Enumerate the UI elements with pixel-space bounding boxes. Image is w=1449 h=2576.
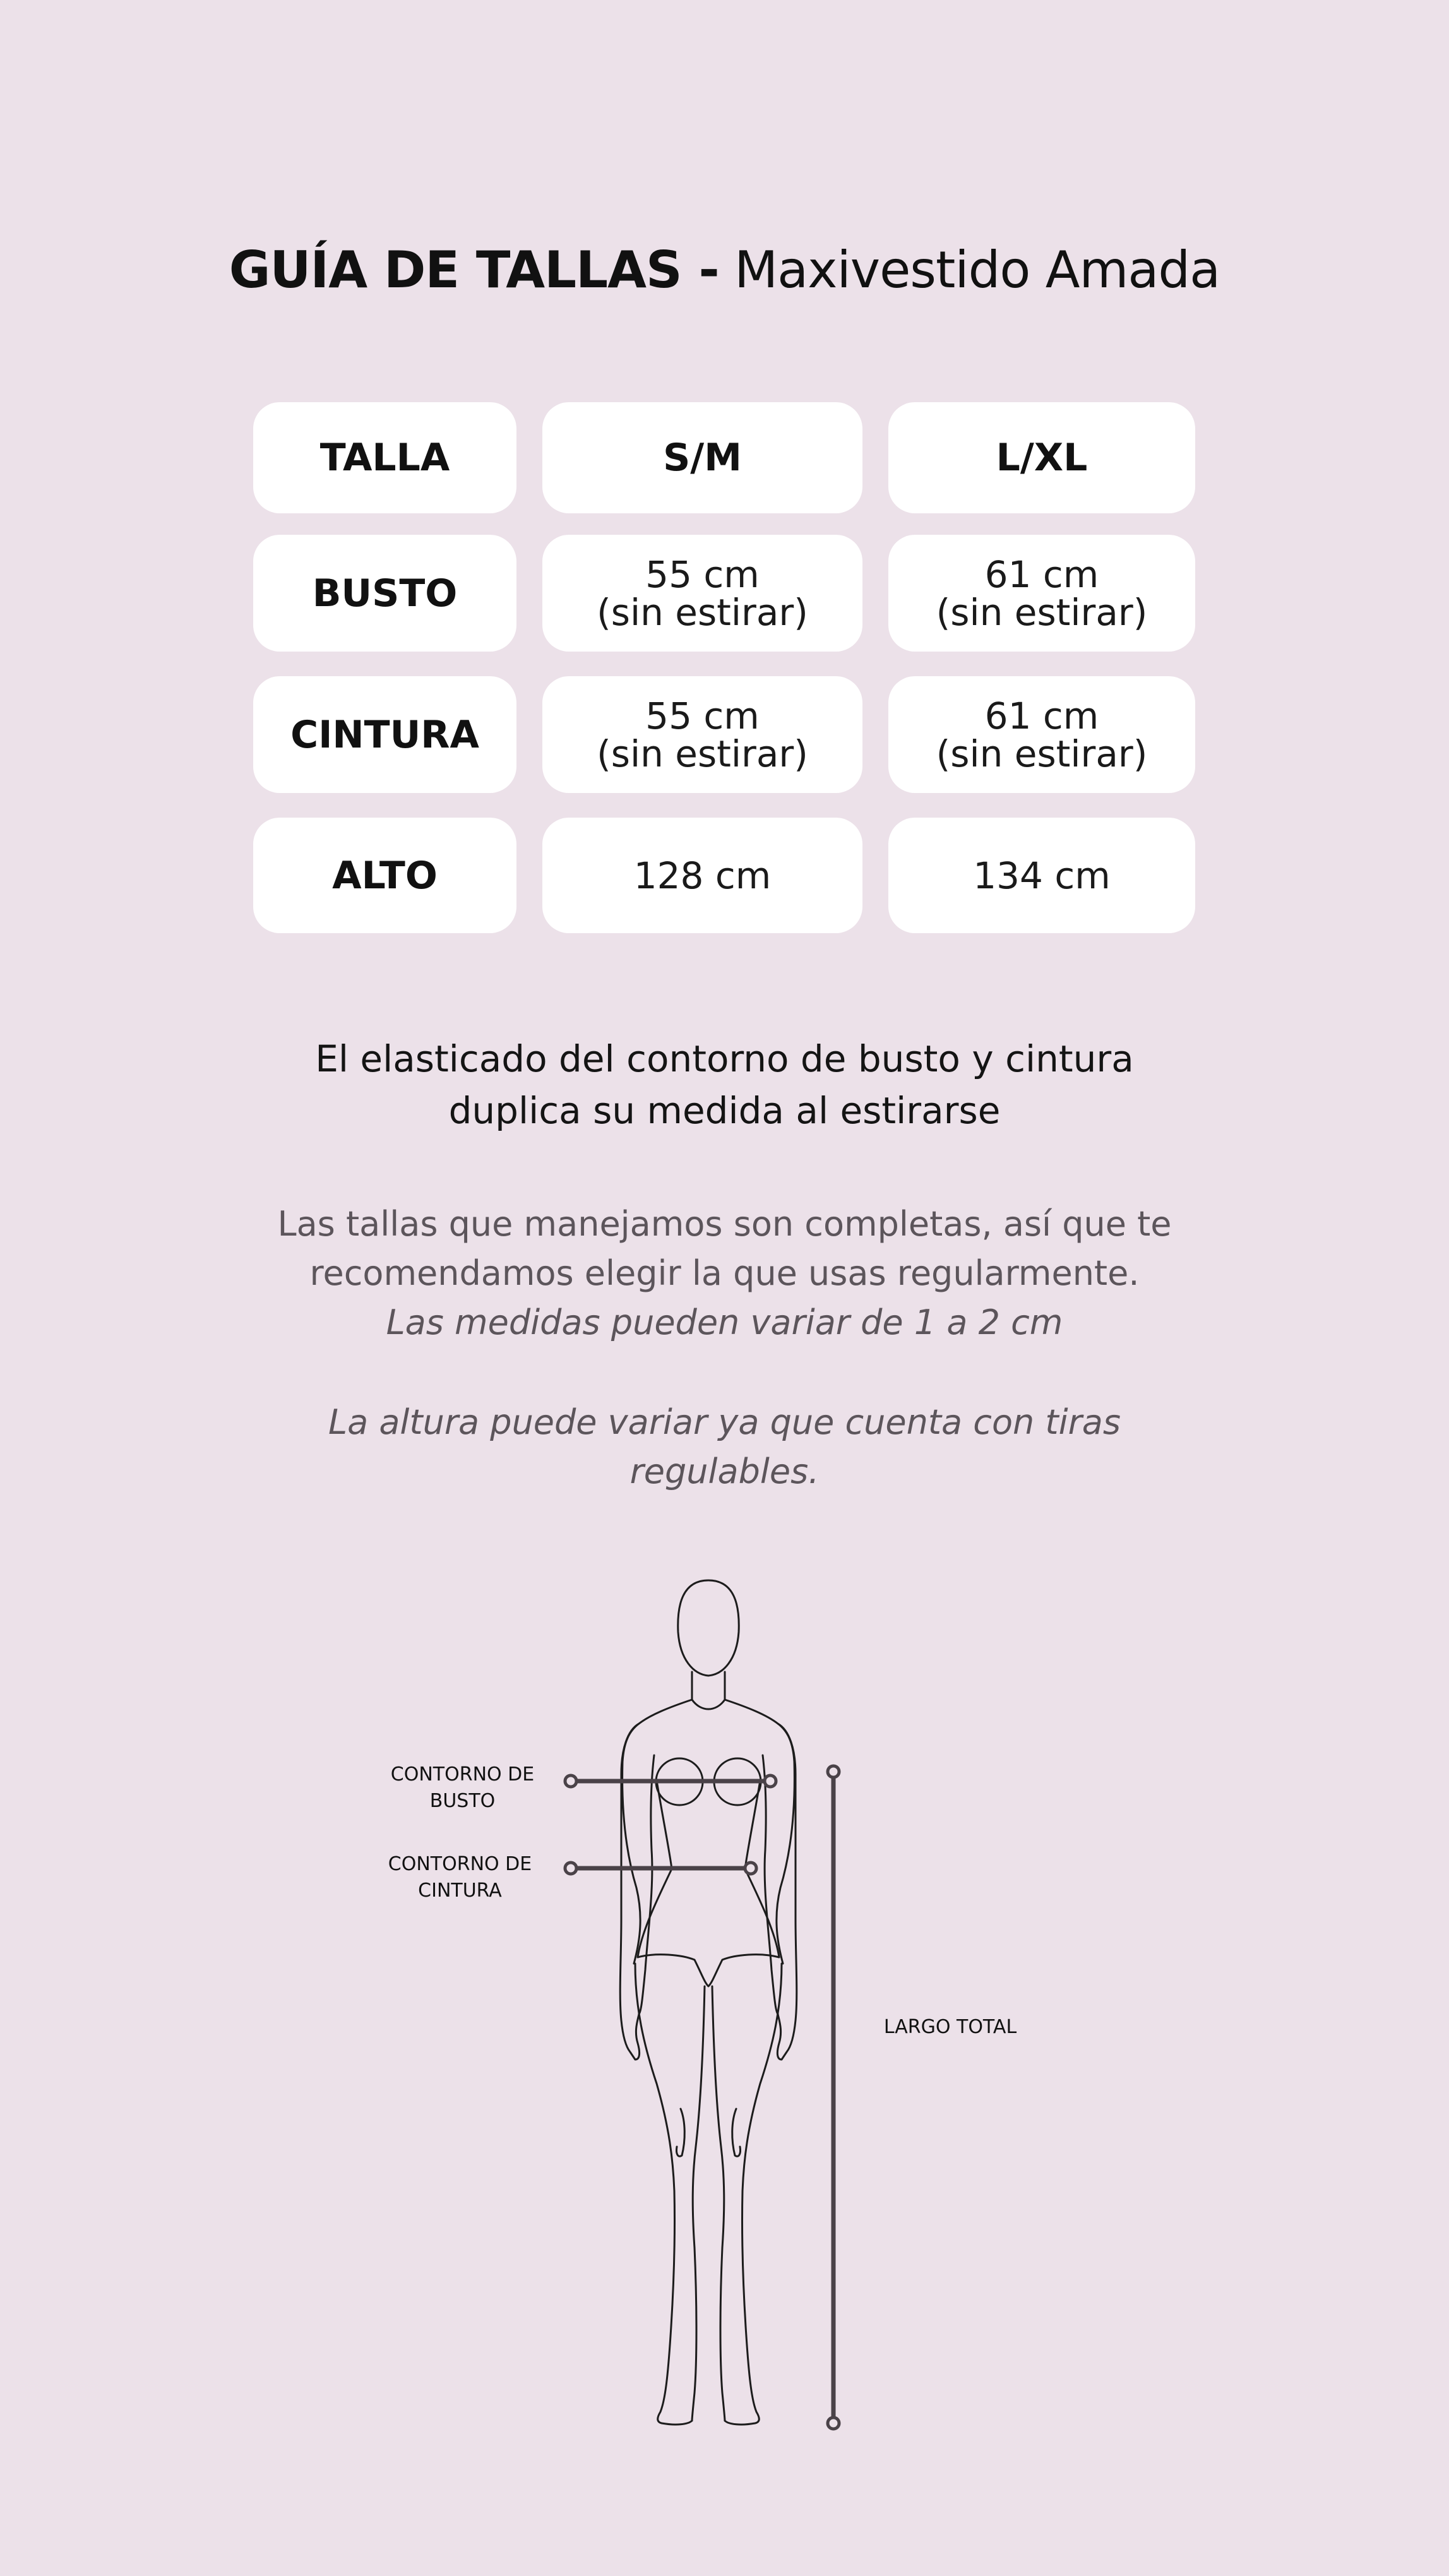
info-line: Las tallas que manejamos son completas, así que te [277, 1204, 1172, 1244]
torso-right [725, 1700, 794, 1964]
cell-note: (sin estirar) [597, 590, 808, 634]
title-bold: GUÍA DE TALLAS - [229, 241, 719, 299]
cell-value: 134 cm [973, 854, 1111, 897]
title-product: Maxivestido Amada [734, 241, 1220, 299]
head-shape [678, 1580, 739, 1676]
cell-cintura-sm [542, 676, 862, 793]
leg-left-outer [635, 1964, 692, 2424]
waist-endpoint-left [565, 1863, 576, 1874]
row-label-busto: BUSTO [253, 535, 516, 652]
size-info [0, 1200, 1449, 1347]
cell-value: 61 cm [984, 552, 1099, 596]
arm-right [777, 1724, 796, 2060]
elastic-note [0, 1033, 1449, 1136]
header-cell-talla: TALLA [253, 402, 516, 513]
cell-cintura-lxl [888, 676, 1195, 793]
info-line: recomendamos elegir la que usas regularmente. [309, 1253, 1140, 1293]
label-bust [379, 1762, 546, 1815]
knee-left [676, 2109, 684, 2156]
row-label-cintura: CINTURA [253, 676, 516, 793]
neck-shape [692, 1672, 725, 1700]
cell-value: 55 cm [645, 694, 760, 737]
cell-note: (sin estirar) [936, 590, 1148, 634]
leg-left-inner [692, 1986, 705, 2421]
leg-right-outer [725, 1964, 782, 2424]
leg-right-inner [712, 1986, 725, 2421]
info-line: regulables. [629, 1452, 820, 1491]
torso-seam-left [638, 1780, 672, 1957]
arm-left-inner [639, 1755, 654, 2014]
bust-endpoint-left [565, 1775, 576, 1787]
knee-right [732, 2109, 741, 2156]
elastic-note-line: El elasticado del contorno de busto y cintura [315, 1037, 1134, 1080]
row-label-alto: ALTO [253, 818, 516, 933]
cell-alto-sm [542, 818, 862, 933]
arm-left [620, 1724, 639, 2060]
cell-alto-lxl [888, 818, 1195, 933]
hip-line [638, 1955, 779, 1986]
measure-lines [571, 1772, 833, 2423]
bust-endpoint-right [765, 1775, 776, 1787]
elastic-note-line: duplica su medida al estirarse [448, 1089, 1001, 1132]
label-bust-line: CONTORNO DE [390, 1763, 535, 1786]
page-title [0, 239, 1449, 302]
label-bust-line: BUSTO [429, 1790, 496, 1812]
bust-left [656, 1758, 703, 1805]
label-waist [376, 1851, 544, 1904]
measure-endpoints [565, 1766, 839, 2429]
cell-value: 55 cm [645, 552, 760, 596]
torso-left [623, 1700, 692, 1964]
header-cell-sm: S/M [542, 402, 862, 513]
header-cell-lxl: L/XL [888, 402, 1195, 513]
label-total-length: LARGO TOTAL [883, 2016, 1017, 2038]
height-info [0, 1398, 1449, 1496]
label-waist-line: CINTURA [418, 1880, 502, 1902]
cell-note: (sin estirar) [936, 732, 1148, 775]
cell-value: 128 cm [633, 854, 772, 897]
label-waist-line: CONTORNO DE [388, 1853, 532, 1875]
info-line-variation: Las medidas pueden variar de 1 a 2 cm [386, 1303, 1063, 1342]
torso-seam-right [745, 1780, 779, 1957]
info-line: La altura puede variar ya que cuenta con tiras [328, 1402, 1121, 1442]
cell-busto-lxl [888, 535, 1195, 652]
arm-right-inner [763, 1755, 778, 2014]
cell-busto-sm [542, 535, 862, 652]
cell-value: 61 cm [984, 694, 1099, 737]
collar-shape [692, 1700, 725, 1709]
waist-endpoint-right [745, 1863, 756, 1874]
length-endpoint-bottom [828, 2418, 839, 2429]
length-endpoint-top [828, 1766, 839, 1777]
body-outline [620, 1580, 797, 2424]
bust-right [714, 1758, 761, 1805]
cell-note: (sin estirar) [597, 732, 808, 775]
